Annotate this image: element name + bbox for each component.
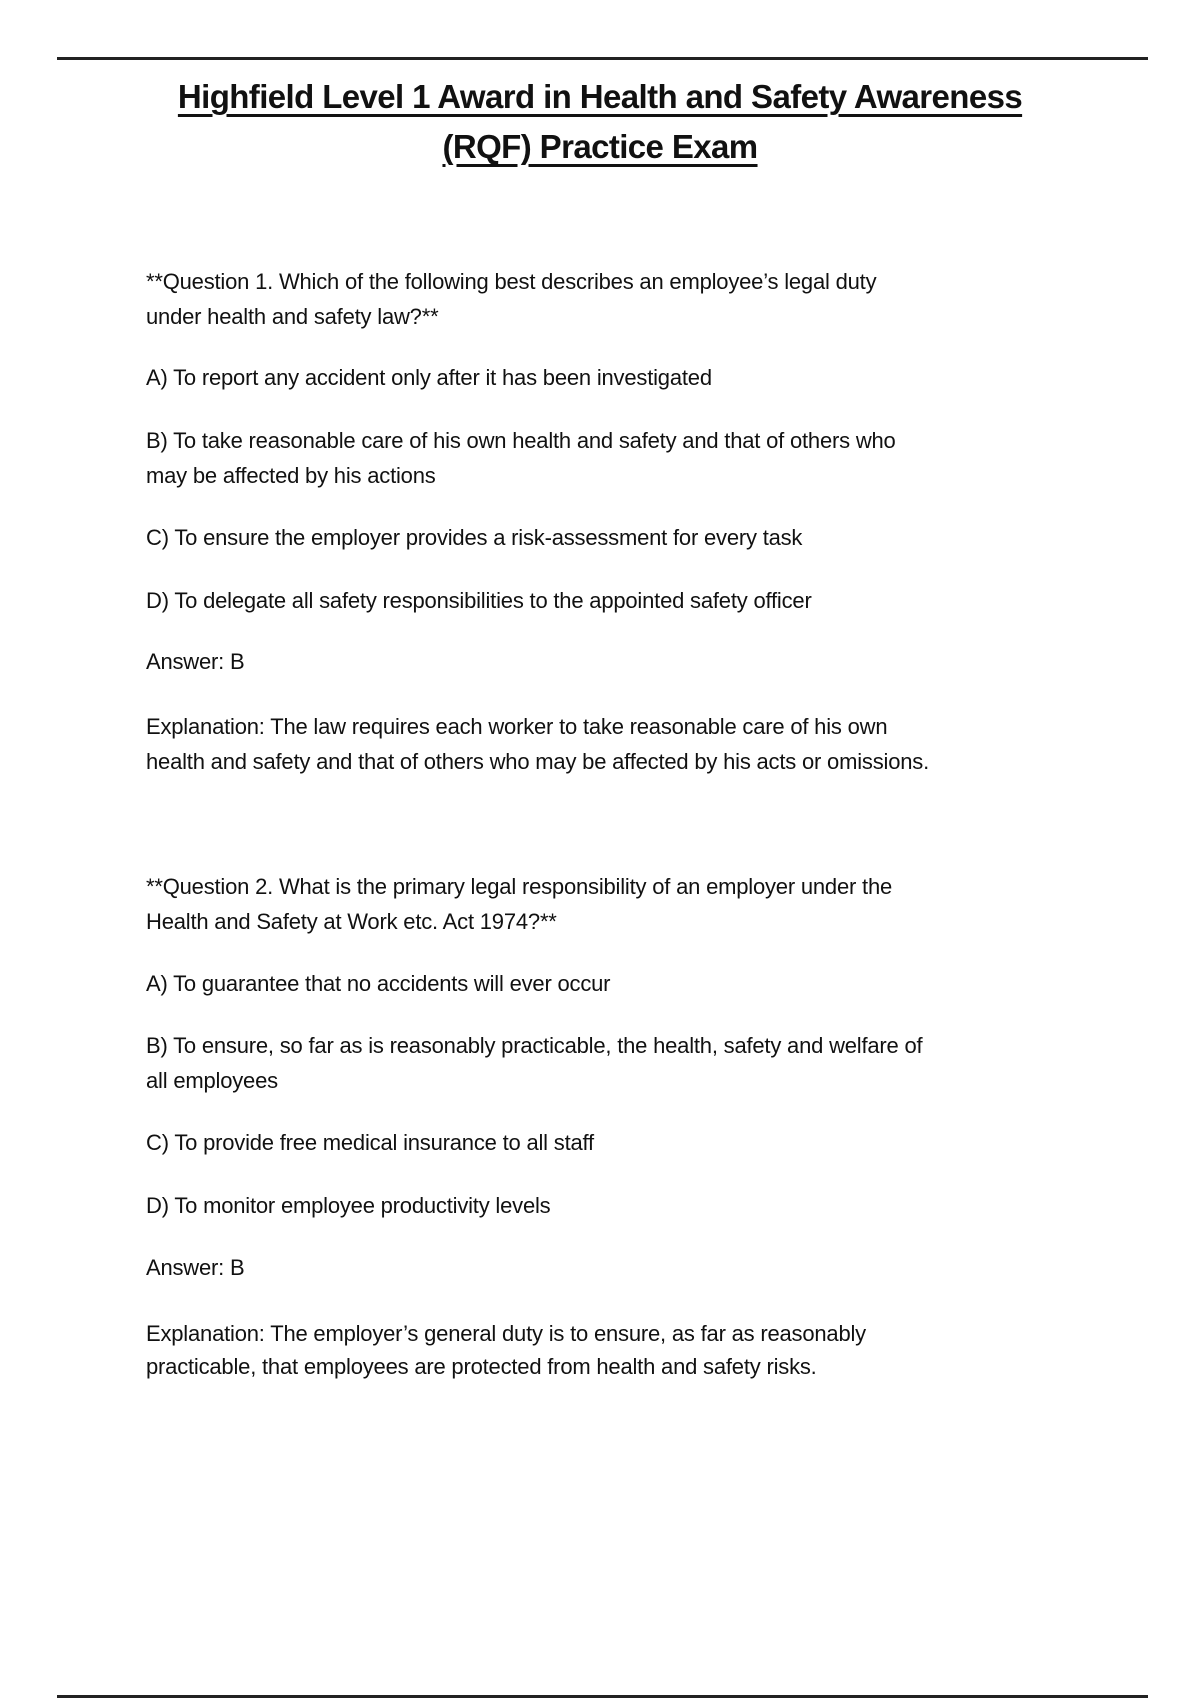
question-text: **Question 2. What is the primary legal responsibility of an employer under the bbox=[146, 874, 893, 899]
option-c: C) To provide free medical insurance to all staff bbox=[146, 1130, 594, 1155]
question-text: Health and Safety at Work etc. Act 1974?** bbox=[146, 909, 557, 934]
question-text: under health and safety law?** bbox=[146, 304, 439, 329]
header-rule bbox=[57, 57, 1148, 60]
explanation: practicable, that employees are protected from health and safety risks. bbox=[146, 1354, 817, 1379]
answer: Answer: B bbox=[146, 649, 245, 674]
explanation: Explanation: The employer’s general duty is to ensure, as far as reasonably bbox=[146, 1321, 866, 1346]
question-text: **Question 1. Which of the following best describes an employee’s legal duty bbox=[146, 269, 877, 294]
explanation: health and safety and that of others who may be affected by his acts or omissions. bbox=[146, 749, 929, 774]
option-b: all employees bbox=[146, 1068, 278, 1093]
option-d: D) To monitor employee productivity levels bbox=[146, 1193, 551, 1218]
option-b: B) To ensure, so far as is reasonably practicable, the health, safety and welfare of bbox=[146, 1033, 923, 1058]
option-d: D) To delegate all safety responsibilities to the appointed safety officer bbox=[146, 588, 812, 613]
explanation: Explanation: The law requires each worker to take reasonable care of his own bbox=[146, 714, 888, 739]
footer-rule bbox=[57, 1695, 1148, 1698]
title-line-2: (RQF) Practice Exam bbox=[442, 128, 758, 165]
option-a: A) To report any accident only after it has been investigated bbox=[146, 365, 712, 390]
option-b: B) To take reasonable care of his own health and safety and that of others who bbox=[146, 428, 896, 453]
page-title bbox=[0, 72, 1200, 172]
option-a: A) To guarantee that no accidents will ever occur bbox=[146, 971, 611, 996]
title-line-1: Highfield Level 1 Award in Health and Safety Awareness bbox=[177, 78, 1023, 115]
option-c: C) To ensure the employer provides a risk-assessment for every task bbox=[146, 525, 803, 550]
answer: Answer: B bbox=[146, 1255, 245, 1280]
option-b: may be affected by his actions bbox=[146, 463, 436, 488]
